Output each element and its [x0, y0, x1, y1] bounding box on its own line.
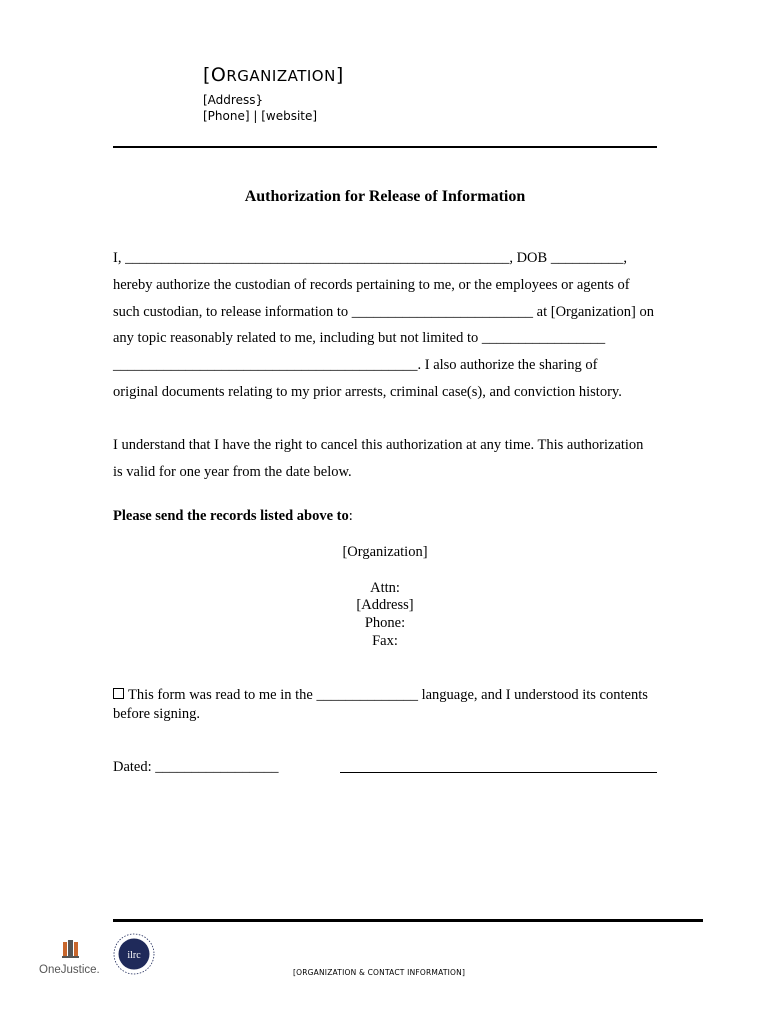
recipient-phone: Phone: — [364, 615, 406, 631]
recipient-fax: Fax: — [372, 633, 398, 649]
dated-field[interactable]: Dated: _________________ — [113, 759, 279, 775]
organization-address: [Address} — [203, 93, 264, 107]
paragraph-line: hereby authorize the custodian of records pertaining to me, or the employees or agents of — [113, 277, 630, 293]
document-title: Authorization for Release of Information — [244, 188, 526, 205]
organization-name: [ORGANIZATION] — [203, 64, 344, 86]
onejustice-logo-text: OneJustice. — [39, 964, 100, 976]
language-checkbox[interactable] — [113, 688, 124, 699]
paragraph-line: original documents relating to my prior arrests, criminal case(s), and conviction history. — [113, 384, 622, 400]
footer-organization-contact: [ORGANIZATION & CONTACT INFORMATION] — [293, 968, 466, 977]
organization-phone-website: [Phone] | [website] — [203, 109, 318, 123]
send-records-label: Please send the records listed above to: — [113, 508, 353, 524]
paragraph-line: I, _____________________________________________________, DOB __________, — [113, 250, 627, 266]
paragraph-line: is valid for one year from the date below. — [113, 464, 352, 480]
paragraph-line: any topic reasonably related to me, including but not limited to _________________ — [113, 330, 606, 346]
language-acknowledgement-text: This form was read to me in the ______________ language, and I understood its contents before signing. — [113, 687, 648, 722]
onejustice-logo — [38, 938, 108, 982]
recipient-organization: [Organization] — [342, 544, 428, 560]
paragraph-line: such custodian, to release information to _________________________ at [Organization] on — [113, 304, 654, 320]
ilrc-logo-text: ilrc — [127, 950, 141, 961]
recipient-attn: Attn: — [370, 580, 400, 596]
footer-divider — [113, 919, 703, 922]
paragraph-line: __________________________________________. I also authorize the sharing of — [113, 357, 598, 373]
ilrc-logo — [113, 933, 155, 975]
header-divider — [113, 146, 657, 148]
recipient-address: [Address] — [356, 597, 414, 613]
language-acknowledgement — [113, 686, 673, 724]
signature-line[interactable] — [340, 772, 657, 773]
paragraph-line: I understand that I have the right to cancel this authorization at any time. This authorization — [113, 437, 644, 453]
